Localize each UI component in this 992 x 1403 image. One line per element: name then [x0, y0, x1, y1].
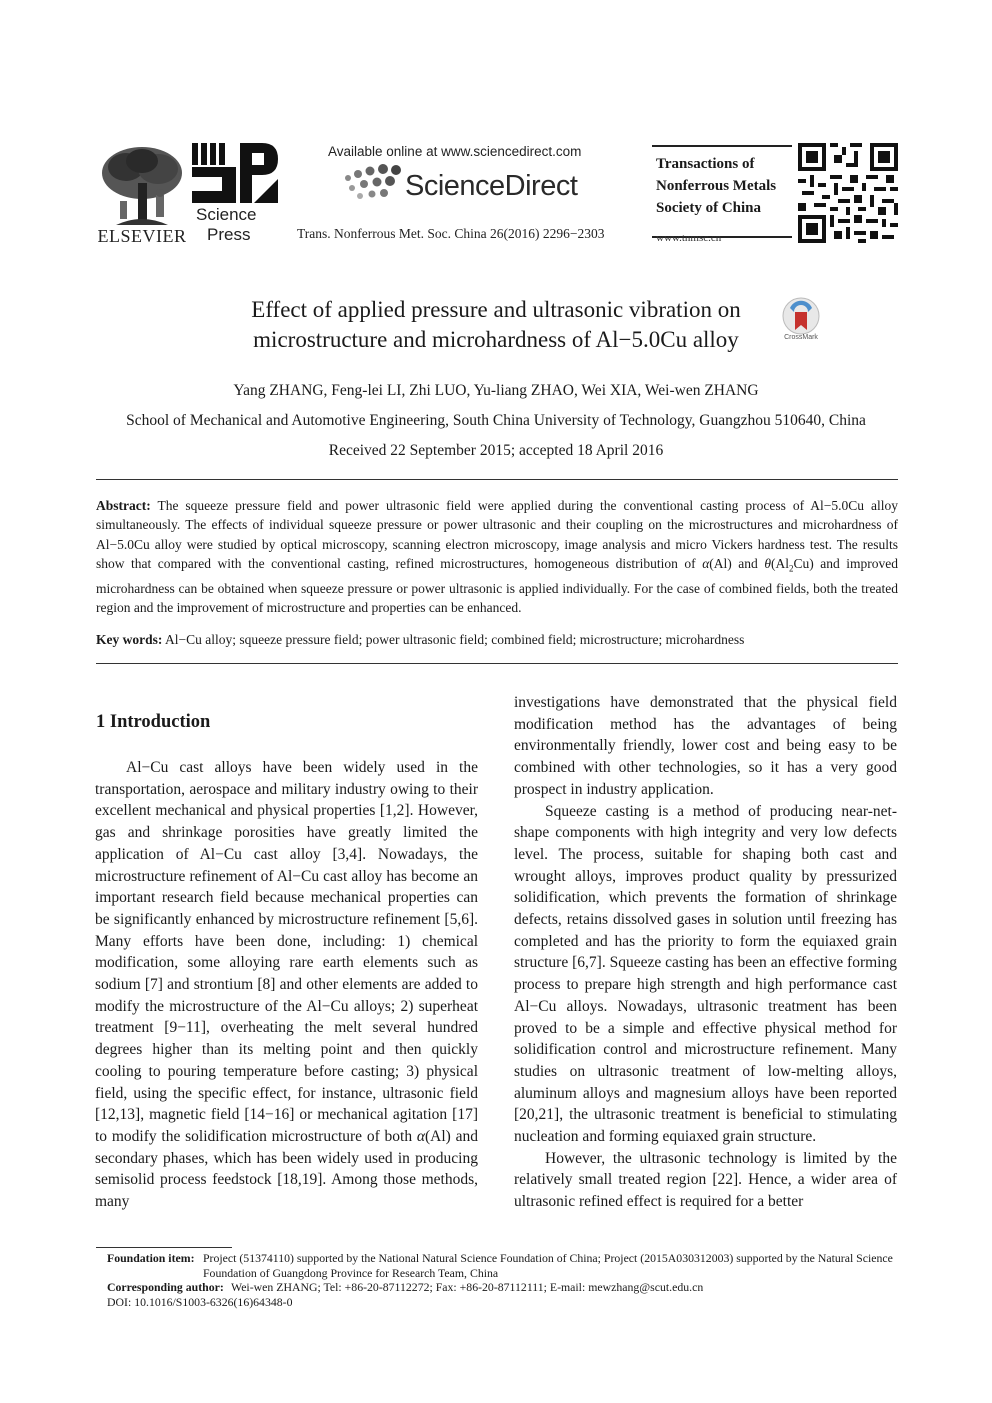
foundation-label: Foundation item:	[107, 1251, 195, 1265]
doi: DOI: 10.1016/S1003-6326(16)64348-0	[107, 1294, 293, 1309]
article-title-line1: Effect of applied pressure and ultrasonic vibration on	[251, 297, 741, 322]
journal-name-line2: Nonferrous Metals	[656, 178, 777, 194]
abstract-subscript: 2	[788, 563, 794, 574]
available-online-text: Available online at www.sciencedirect.com	[328, 144, 582, 159]
elsevier-tree-logo	[96, 143, 188, 229]
right-paragraph-1: investigations have demonstrated that the physical field modification method has the advantages of being environmentally friendly, lower cost and being easy to be combined with other technologies, so it has a very good prospect in industry application.	[514, 694, 897, 798]
left-paragraph-alpha: α	[416, 1127, 426, 1145]
qr-code-icon	[798, 143, 898, 243]
foundation-text: Project (51374110) supported by the National Natural Science Foundation of China; Project (2015A030312003) supported by the Natural Science Foundation of Guangdong Province for Research Team, China	[203, 1251, 893, 1280]
corresponding-label: Corresponding author:	[107, 1280, 224, 1294]
article-title-line2: microstructure and microhardness of Al−5.0Cu alloy	[253, 327, 739, 352]
keywords-text: Al−Cu alloy; squeeze pressure field; power ultrasonic field; combined field; microstructure; microhardness	[165, 632, 745, 647]
body-left-column	[95, 757, 478, 1213]
abstract-bottom-rule	[96, 663, 898, 664]
sciencedirect-dots-icon	[342, 164, 404, 204]
author-list: Yang ZHANG, Feng-lei LI, Zhi LUO, Yu-liang ZHAO, Wei XIA, Wei-wen ZHANG	[233, 382, 759, 399]
left-paragraph-1-text-1: Al−Cu cast alloys have been widely used in the transportation, aerospace and military industry owing to their excellent mechanical and physical properties [1,2]. However, gas and shrinkage porosities have greatly limited the application of Al−Cu cast alloy [3,4]. Nowadays, the microstructure refinement of Al−Cu cast alloy has become an important research field because mechanical properties can be significantly enhanced by microstructure refinement [5,6]. Many efforts have been done, including: 1) chemical modification, some alloying rare earth elements such as sodium [7] and strontium [8] and other elements are added to modify the microstructure of the Al−Cu alloys; 2) superheat treatment [9−11], overheating the melt several hundred degrees higher than its melting point and then quickly cooling to pouring temperature before casting; 3) physical field, using the specific effect, for instance, ultrasonic field [12,13], magnetic field [14−16] or mechanical agitation [17] to modify the solidification microstructure of both	[95, 759, 478, 1145]
abstract-text-2: (Al) and	[709, 555, 765, 571]
crossmark-label: CrossMark	[784, 334, 818, 341]
science-press-logo	[192, 143, 278, 205]
body-right-column	[514, 692, 897, 1213]
journal-name-box	[652, 145, 792, 238]
right-paragraph-3: However, the ultrasonic technology is limited by the relatively small treated region [22]. Hence, a wider area of ultrasonic refined effect is required for a better	[514, 1149, 897, 1211]
foundation-footnote	[107, 1251, 899, 1280]
journal-name-line1: Transactions of	[656, 156, 755, 172]
science-press-wordmark-line2: Press	[207, 225, 251, 244]
abstract-text-3: (Al	[770, 555, 789, 571]
abstract-text-1: The squeeze pressure field and power ultrasonic field were applied during the conventional casting process of Al−5.0Cu alloy simultaneously. The effects of individual squeeze pressure or power ultrasonic and their coupling on the microstructures and microhardness of Al−5.0Cu alloy were studied by optical microscopy, scanning electron microscopy, image analysis and micro Vickers hardness test. The results show that compared with the conventional casting, refined microstructures, homogeneous distribution of	[96, 498, 898, 571]
received-accepted-dates: Received 22 September 2015; accepted 18 April 2016	[328, 442, 664, 459]
section-heading-introduction: 1 Introduction	[96, 712, 211, 732]
journal-name-line3: Society of China	[656, 200, 761, 216]
abstract-label: Abstract:	[96, 498, 151, 513]
article-title	[150, 295, 842, 355]
abstract	[96, 496, 898, 617]
paragraph	[95, 757, 478, 1213]
keywords	[96, 630, 898, 649]
abstract-text-4: Cu) and improved microhardness can be obtained when squeeze pressure or power ultrasonic is applied individually. For the case of combined fields, both the treated region and the improvement of microstructure and properties can be enhanced.	[96, 555, 899, 616]
corresponding-text: Wei-wen ZHANG; Tel: +86-20-87112272; Fax: +86-20-87112111; E-mail: mewzhang@scut.edu.cn	[231, 1280, 704, 1294]
affiliation: School of Mechanical and Automotive Engineering, South China University of Technology, Guangzhou 510640, China	[126, 412, 866, 429]
corresponding-author-footnote	[107, 1280, 899, 1295]
abstract-alpha: α	[702, 555, 710, 571]
sciencedirect-wordmark: ScienceDirect	[405, 170, 578, 202]
science-press-wordmark-line1: Science	[196, 205, 257, 224]
abstract-theta: θ	[764, 555, 771, 571]
right-paragraph-2: Squeeze casting is a method of producing near-net-shape components with high integrity and very low defects level. The process, suitable for shaping both cast and wrought alloys, improves product quality by pressurized solidification, which prevents the formation of shrinkage defects, retains dissolved gases in solution until freezing has completed and has the priority to form the equiaxed grain structure [6,7]. Squeeze casting has been an effective forming process to prepare high strength and high performance cast Al−Cu alloys. Nowadays, ultrasonic treatment has been proved to be a simple and effective physical method for solidification control and microstructure refinement. Many studies on ultrasonic treatment of low-melting alloys, aluminum alloys and magnesium alloys have been reported [20,21], the ultrasonic treatment is beneficial to stimulating nucleation and forming equiaxed grain structure.	[514, 802, 897, 1146]
elsevier-wordmark: ELSEVIER	[97, 226, 187, 246]
crossmark-icon[interactable]	[778, 296, 824, 346]
keywords-label: Key words:	[96, 632, 163, 647]
footnote-rule	[96, 1247, 232, 1248]
footnotes	[107, 1251, 899, 1309]
journal-url: www.tnmsc.cn	[656, 232, 722, 244]
abstract-top-rule	[96, 479, 898, 480]
left-paragraph-1-text-2: (Al) and secondary phases, which has been widely used in producing semisolid process feedstock [18,19]. Among those methods, many	[95, 1127, 478, 1211]
journal-citation: Trans. Nonferrous Met. Soc. China 26(2016) 2296−2303	[297, 226, 605, 241]
